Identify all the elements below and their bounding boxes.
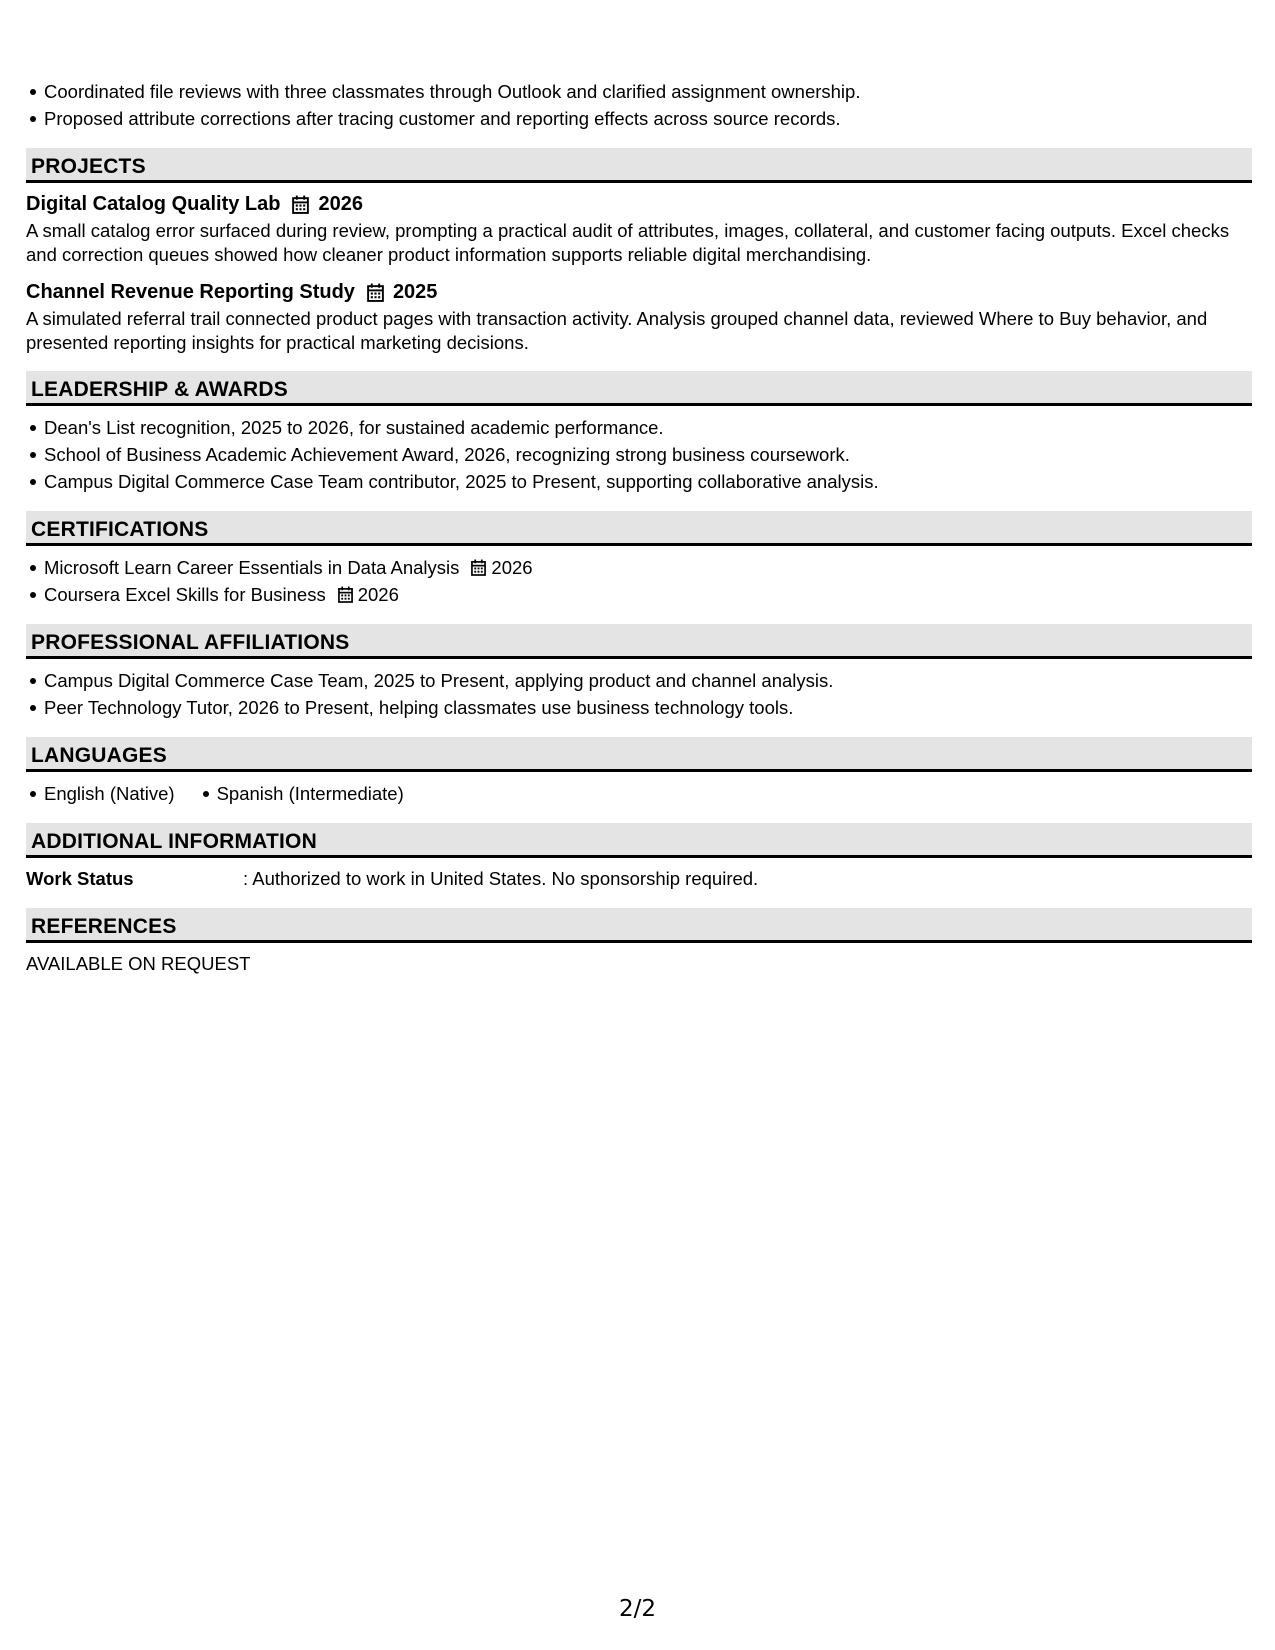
calendar-icon [471,559,486,576]
section-heading: PROJECTS [26,148,1252,183]
list-item: Campus Digital Commerce Case Team, 2025 to Present, applying product and channel analysis. [44,667,1252,694]
certification-name: Coursera Excel Skills for Business [44,584,326,605]
affiliations-section [26,624,1252,721]
calendar-icon [367,283,384,302]
section-heading: PROFESSIONAL AFFILIATIONS [26,624,1252,659]
work-status-row [26,866,1252,892]
list-item: School of Business Academic Achievement Award, 2026, recognizing strong business coursework. [44,441,1252,468]
section-heading: LANGUAGES [26,737,1252,772]
work-status-label: Work Status [26,868,134,889]
leadership-list [26,414,1252,495]
leadership-section [26,371,1252,495]
list-item [44,581,1252,608]
project-description: A simulated referral trail connected product pages with transaction activity. Analysis grouped channel data, reviewed Where to Buy behavior, and presented reporting insights for practical marketing decisions. [26,308,1208,353]
language-item: English (Native) [44,780,175,807]
project-description: A small catalog error surfaced during review, prompting a practical audit of attributes, images, collateral, and customer facing outputs. Excel checks and correction queues showed how cleaner product information supports reliable digital merchandising. [26,220,1230,265]
project-title: Digital Catalog Quality Lab [26,193,281,215]
section-heading: ADDITIONAL INFORMATION [26,823,1252,858]
project-year: 2025 [392,281,438,303]
section-heading: REFERENCES [26,908,1252,943]
language-item: Spanish (Intermediate) [217,780,404,807]
work-status-value: : Authorized to work in United States. No sponsorship required. [243,868,759,889]
list-item: Coordinated file reviews with three classmates through Outlook and clarified assignment ownership. [44,78,1252,105]
projects-section [26,148,1252,355]
references-section [26,908,1252,977]
certifications-list [26,554,1252,608]
calendar-icon [338,586,353,603]
list-item: Proposed attribute corrections after tracing customer and reporting effects across source records. [44,105,1252,132]
certification-year: 2026 [491,557,533,578]
project-title: Channel Revenue Reporting Study [26,281,355,303]
page-number: 2/2 [618,1596,656,1622]
additional-info-section [26,823,1252,892]
list-item [44,554,1252,581]
certification-name: Microsoft Learn Career Essentials in Data Analysis [44,557,460,578]
section-heading: CERTIFICATIONS [26,511,1252,546]
project-title-row [26,279,1252,305]
section-heading: LEADERSHIP & AWARDS [26,371,1252,406]
list-item: Dean's List recognition, 2025 to 2026, for sustained academic performance. [44,414,1252,441]
affiliations-list [26,667,1252,721]
project-year: 2026 [318,193,363,215]
list-item: Peer Technology Tutor, 2026 to Present, helping classmates use business technology tools. [44,694,1252,721]
references-text: AVAILABLE ON REQUEST [26,953,251,974]
experience-bullets [26,78,1252,132]
certifications-section [26,511,1252,608]
certification-year: 2026 [357,584,399,605]
calendar-icon [292,195,309,214]
languages-list [26,780,1252,807]
languages-section [26,737,1252,807]
list-item: Campus Digital Commerce Case Team contributor, 2025 to Present, supporting collaborative analysis. [44,468,1252,495]
resume-page [26,78,1252,977]
project-title-row [26,191,1252,217]
